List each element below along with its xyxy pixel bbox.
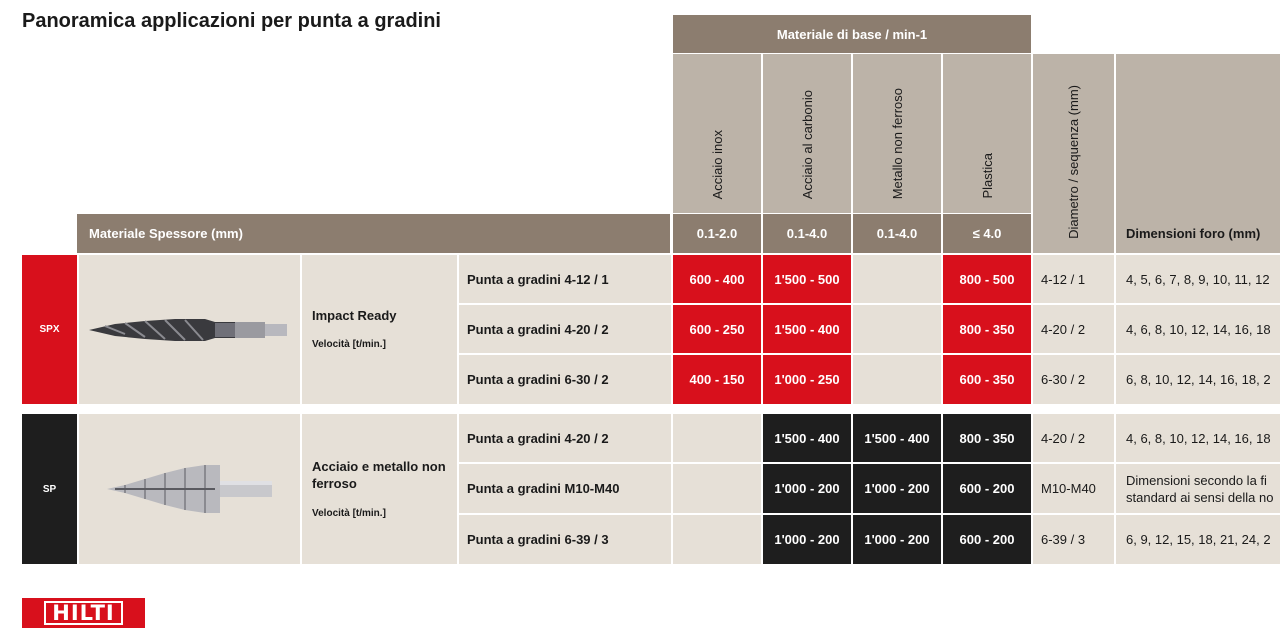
diameter-value: 4-20 / 2 bbox=[1033, 414, 1114, 462]
speed-value: 1'000 - 250 bbox=[763, 355, 851, 404]
speed-value: 800 - 500 bbox=[943, 255, 1031, 303]
holes-value: 4, 6, 8, 10, 12, 14, 16, 18 bbox=[1116, 414, 1280, 462]
diameter-header bbox=[1033, 54, 1114, 253]
speed-value: 600 - 400 bbox=[673, 255, 761, 303]
speed-value: 600 - 200 bbox=[943, 464, 1031, 513]
speed-value: 1'500 - 500 bbox=[763, 255, 851, 303]
step-drill-spx-icon bbox=[85, 310, 295, 350]
speed-value: 1'500 - 400 bbox=[763, 305, 851, 353]
speed-value: 400 - 150 bbox=[673, 355, 761, 404]
material-name: Metallo non ferroso bbox=[889, 87, 905, 199]
speed-value: 800 - 350 bbox=[943, 414, 1031, 462]
series-name: Acciaio e metallo non ferroso bbox=[312, 459, 446, 491]
material-header-plastic bbox=[943, 54, 1031, 213]
speed-value-empty bbox=[853, 305, 941, 353]
product-name: Punta a gradini 6-30 / 2 bbox=[459, 355, 671, 404]
material-name: Plastica bbox=[979, 153, 995, 199]
holes-value: 4, 5, 6, 7, 8, 9, 10, 11, 12 bbox=[1116, 255, 1280, 303]
product-name: Punta a gradini 4-20 / 2 bbox=[459, 305, 671, 353]
speed-value-empty bbox=[673, 515, 761, 564]
diameter-value: M10-M40 bbox=[1033, 464, 1114, 513]
material-header-inox bbox=[673, 54, 761, 213]
speed-label: Velocità [t/min.] bbox=[312, 339, 386, 350]
product-name: Punta a gradini 4-12 / 1 bbox=[459, 255, 671, 303]
product-name: Punta a gradini 4-20 / 2 bbox=[459, 414, 671, 462]
page-title: Panoramica applicazioni per punta a gradini bbox=[22, 10, 441, 32]
material-group-header: Materiale di base / min-1 bbox=[673, 15, 1031, 53]
speed-value: 1'500 - 400 bbox=[853, 414, 941, 462]
series-name: Impact Ready bbox=[312, 308, 397, 323]
holes-header bbox=[1116, 54, 1280, 253]
speed-value: 1'000 - 200 bbox=[853, 515, 941, 564]
diameter-value: 4-20 / 2 bbox=[1033, 305, 1114, 353]
holes-value: 6, 9, 12, 15, 18, 21, 24, 2 bbox=[1116, 515, 1280, 564]
speed-label: Velocità [t/min.] bbox=[312, 508, 386, 519]
speed-value: 1'000 - 200 bbox=[763, 515, 851, 564]
product-name: Punta a gradini 6-39 / 3 bbox=[459, 515, 671, 564]
diameter-value: 6-30 / 2 bbox=[1033, 355, 1114, 404]
series-badge-spx: SPX bbox=[22, 255, 77, 404]
series-badge-sp: SP bbox=[22, 414, 77, 564]
material-header-carbon bbox=[763, 54, 851, 213]
holes-value: 4, 6, 8, 10, 12, 14, 16, 18 bbox=[1116, 305, 1280, 353]
thickness-value: 0.1-4.0 bbox=[853, 214, 941, 253]
speed-value: 1'000 - 200 bbox=[763, 464, 851, 513]
step-drill-sp-icon bbox=[105, 459, 275, 519]
material-name: Acciaio inox bbox=[709, 129, 725, 199]
diameter-value: 6-39 / 3 bbox=[1033, 515, 1114, 564]
product-name: Punta a gradini M10-M40 bbox=[459, 464, 671, 513]
logo-text: HILTI bbox=[44, 601, 122, 625]
thickness-row-label: Materiale Spessore (mm) bbox=[77, 214, 670, 253]
hilti-logo bbox=[22, 598, 145, 628]
speed-value: 1'500 - 400 bbox=[763, 414, 851, 462]
thickness-value: ≤ 4.0 bbox=[943, 214, 1031, 253]
speed-value: 1'000 - 200 bbox=[853, 464, 941, 513]
holes-label: Dimensioni foro (mm) bbox=[1126, 226, 1261, 241]
diameter-label: Diametro / sequenza (mm) bbox=[1066, 85, 1081, 239]
drill-image-cell bbox=[79, 255, 300, 404]
speed-value-empty bbox=[853, 355, 941, 404]
series-info-spx bbox=[302, 255, 457, 404]
holes-value: 6, 8, 10, 12, 14, 16, 18, 2 bbox=[1116, 355, 1280, 404]
diameter-value: 4-12 / 1 bbox=[1033, 255, 1114, 303]
speed-value-empty bbox=[853, 255, 941, 303]
drill-image-cell bbox=[79, 414, 300, 564]
speed-value: 600 - 250 bbox=[673, 305, 761, 353]
speed-value: 600 - 200 bbox=[943, 515, 1031, 564]
speed-value-empty bbox=[673, 414, 761, 462]
material-name: Acciaio al carbonio bbox=[799, 89, 815, 199]
material-header-nonferrous bbox=[853, 54, 941, 213]
speed-value-empty bbox=[673, 464, 761, 513]
speed-value: 800 - 350 bbox=[943, 305, 1031, 353]
speed-value: 600 - 350 bbox=[943, 355, 1031, 404]
thickness-value: 0.1-4.0 bbox=[763, 214, 851, 253]
holes-value: Dimensioni secondo la fi standard ai sensi della no bbox=[1116, 464, 1280, 513]
thickness-value: 0.1-2.0 bbox=[673, 214, 761, 253]
